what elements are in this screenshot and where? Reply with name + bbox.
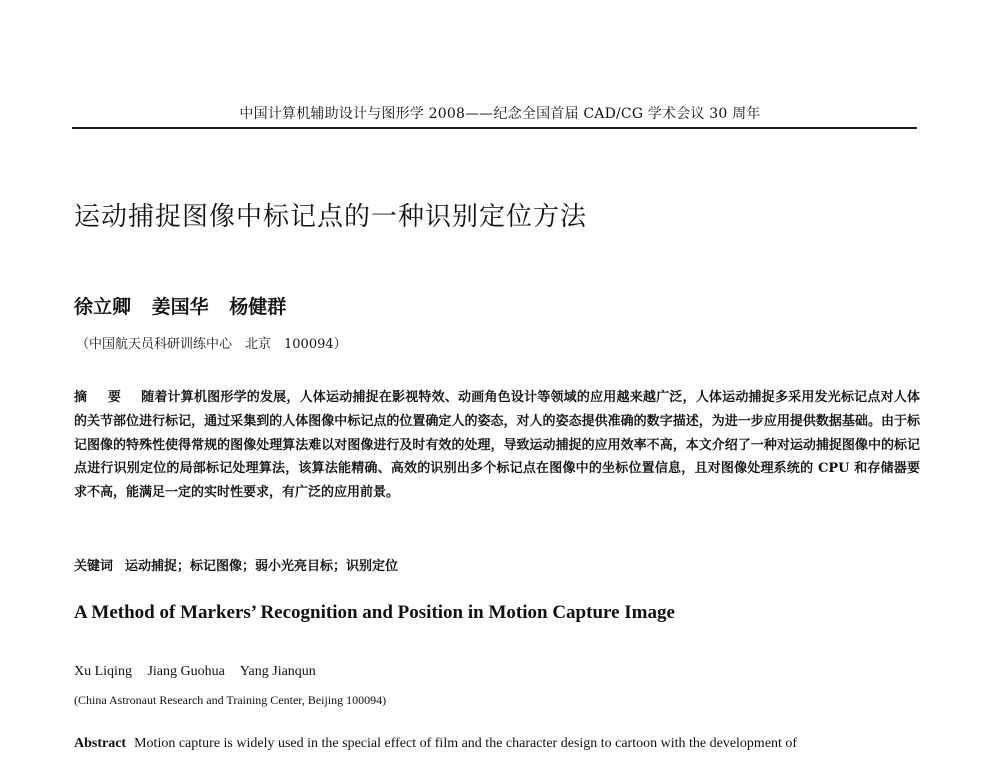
keywords-cn-label: 关键词	[74, 559, 114, 574]
abstract-en-label: Abstract	[74, 736, 127, 751]
author-en-1: Xu Liqing	[74, 664, 132, 679]
abstract-cn-text: 随着计算机图形学的发展，人体运动捕捉在影视特效、动画角色设计等领域的应用越来越广泛，人体运动捕捉多采用发光标记点对人体的关节部位进行标记，通过采集到的人体图像中标记点的位置确定人的姿态，对人的姿态提供准确的数字描述，为进一步应用提供数据基础。由于标记图像的特殊性使得常规的图像处理算法难以对图像进行及时有效的处理，导致运动捕捉的应用效率不高，本文介绍了一种对运动捕捉图像中的标记点进行识别定位的局部标记处理算法，该算法能精确、高效的识别出多个标记点在图像中的坐标位置信息，且对图像处理系统的 CPU 和存储器要求不高，能满足一定的实时性要求，有广泛的应用前景。	[74, 390, 920, 501]
authors-en	[74, 664, 328, 680]
keywords-cn-text: 运动捕捉；标记图像；弱小光亮目标；识别定位	[125, 559, 399, 574]
author-cn-3: 杨健群	[229, 296, 287, 318]
abstract-en	[74, 736, 920, 752]
keywords-cn	[74, 555, 398, 574]
author-en-2: Jiang Guohua	[147, 664, 225, 679]
header-rule	[72, 127, 917, 129]
authors-cn	[74, 292, 300, 319]
abstract-cn-label: 摘 要	[74, 390, 130, 405]
author-cn-1: 徐立卿	[74, 296, 132, 318]
abstract-en-text: Motion capture is widely used in the special effect of film and the character design to cartoon with the development of	[134, 736, 798, 751]
author-cn-2: 姜国华	[151, 296, 209, 318]
affiliation-cn: （中国航天员科研训练中心 北京 100094）	[76, 337, 347, 352]
author-en-3: Yang Jianqun	[239, 664, 316, 679]
abstract-cn	[74, 386, 920, 505]
paper-title-cn: 运动捕捉图像中标记点的一种识别定位方法	[74, 202, 588, 232]
affiliation-en: (China Astronaut Research and Training Center, Beijing 100094)	[74, 693, 387, 707]
conference-header: 中国计算机辅助设计与图形学 2008——纪念全国首届 CAD/CG 学术会议 30 周年	[239, 106, 761, 122]
paper-title-en: A Method of Markers’ Recognition and Position in Motion Capture Image	[74, 602, 675, 623]
